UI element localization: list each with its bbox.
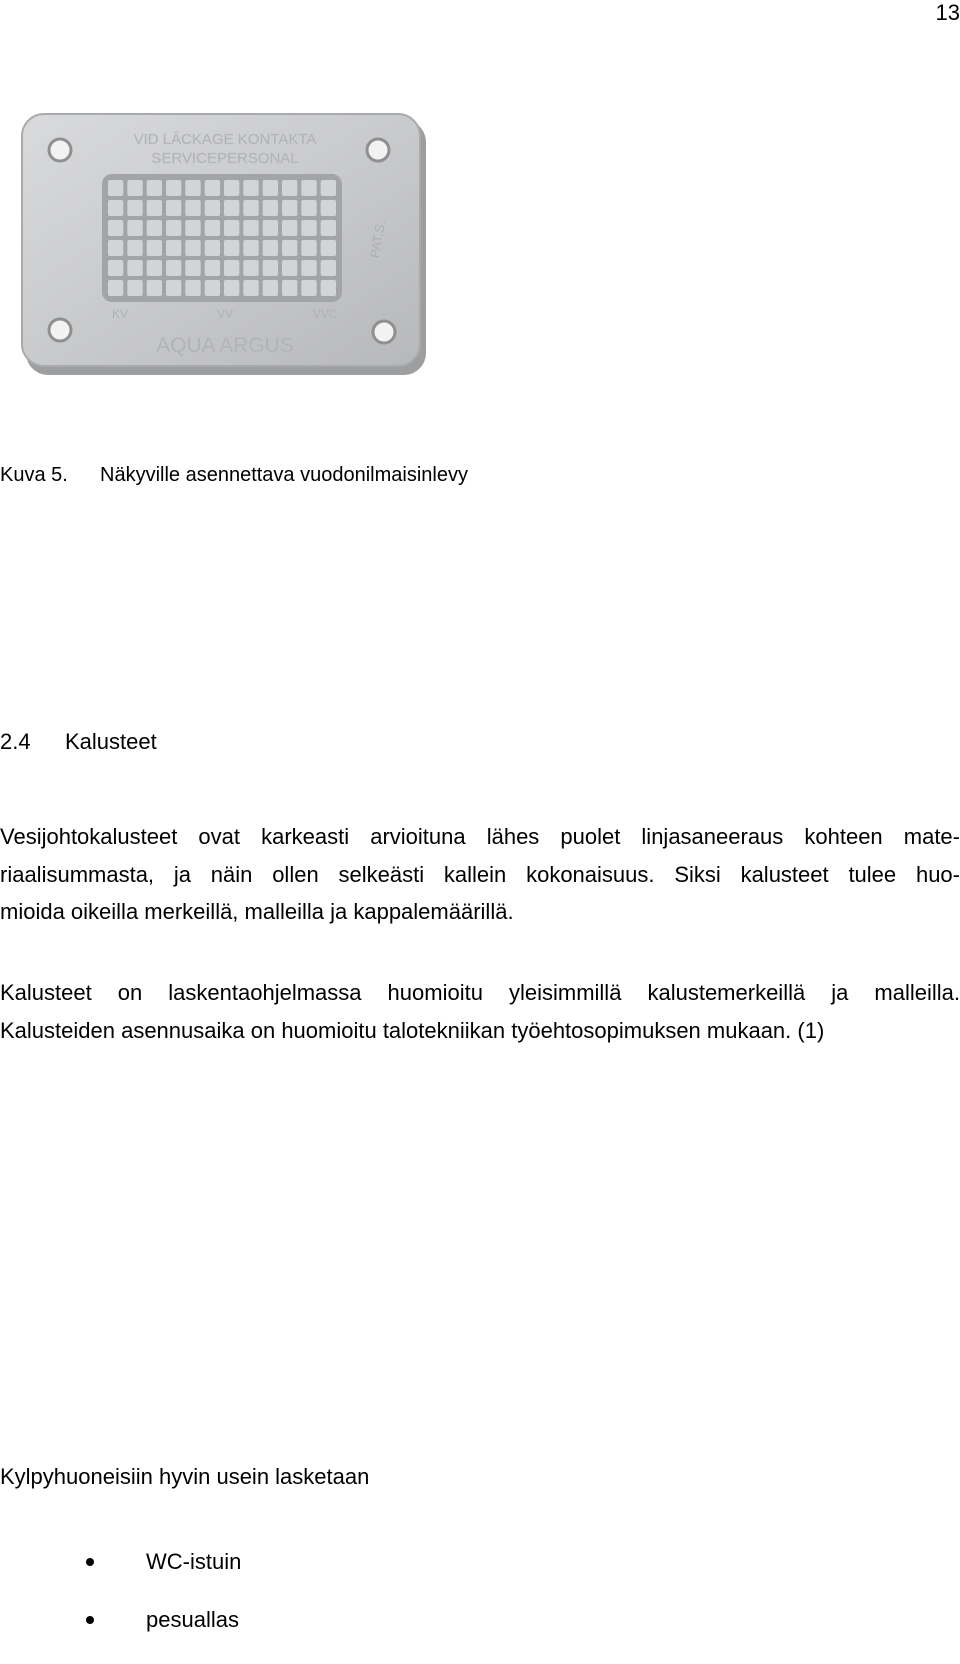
grille-cell [282, 240, 297, 256]
caption-text: Näkyville asennettava vuodonilmaisinlevy [100, 464, 468, 486]
grille-cell [127, 260, 142, 276]
grille-cell [263, 260, 278, 276]
grille-cell [301, 220, 316, 236]
grille-cell [205, 240, 220, 256]
section-heading [0, 728, 157, 756]
grille-cell [205, 280, 220, 296]
plate-label-kv: KV [111, 307, 129, 321]
grille-cell [243, 280, 258, 296]
list-intro: Kylpyhuoneisiin hyvin usein lasketaan [0, 1464, 370, 1489]
grille-cell [263, 280, 278, 296]
grille-cell [224, 240, 239, 256]
section-number: 2.4 [0, 729, 31, 754]
mounting-hole [49, 139, 71, 161]
bullet-icon [86, 1616, 94, 1624]
plate-brand: AQUA ARGUS [156, 334, 294, 357]
grille-cell [282, 220, 297, 236]
grille-cell [224, 200, 239, 216]
grille-cell [127, 220, 142, 236]
grille-cell [127, 240, 142, 256]
leak-detector-plate-image [20, 110, 440, 390]
grille-cell [108, 200, 123, 216]
grille-cell [321, 180, 336, 196]
grille-cell [282, 280, 297, 296]
mounting-hole [373, 321, 395, 343]
grille-cell [147, 220, 162, 236]
grille-cell [321, 240, 336, 256]
grille-cell [243, 260, 258, 276]
plate-patent-text: PAT.S. [366, 219, 389, 260]
grille-cell [321, 280, 336, 296]
grille-cell [282, 260, 297, 276]
grille-cell [166, 260, 181, 276]
grille-cell [301, 260, 316, 276]
grille-cell [127, 280, 142, 296]
mounting-hole [49, 319, 71, 341]
paragraph-line: Vesijohtokalusteet ovat karkeasti arvioituna lähes puolet linjasaneeraus kohteen mate- [0, 824, 960, 849]
grille-cell [205, 180, 220, 196]
grille-cell [301, 200, 316, 216]
grille-cell [224, 280, 239, 296]
grille-cell [108, 220, 123, 236]
grille-cell [321, 260, 336, 276]
grille-cell [127, 200, 142, 216]
grille-cell [185, 280, 200, 296]
grille-cell [282, 180, 297, 196]
grille-cell [282, 200, 297, 216]
grille-cell [205, 260, 220, 276]
grille-cell [166, 220, 181, 236]
mounting-hole [367, 139, 389, 161]
grille-cell [166, 280, 181, 296]
plate-text-line2: SERVICEPERSONAL [151, 150, 299, 167]
grille-cell [108, 240, 123, 256]
grille-cell [108, 180, 123, 196]
figure-caption [0, 462, 468, 488]
grille-cell [301, 180, 316, 196]
grille-cell [224, 220, 239, 236]
list-item-text: WC-istuin [146, 1549, 242, 1574]
grille-cell [166, 240, 181, 256]
grille-cell [321, 220, 336, 236]
grille-cell [185, 220, 200, 236]
grille-cell [243, 200, 258, 216]
list-item-text: pesuallas [146, 1607, 239, 1632]
grille-cell [185, 200, 200, 216]
grille-cell [108, 280, 123, 296]
grille-cell [263, 200, 278, 216]
grille-cell [205, 220, 220, 236]
grille-cell [108, 260, 123, 276]
plate-label-vvc: VVC [312, 307, 338, 321]
paragraph-line: mioida oikeilla merkeillä, malleilla ja kappalemäärillä. [0, 899, 514, 924]
grille-cell [263, 240, 278, 256]
bullet-icon [86, 1558, 94, 1566]
grille-cell [147, 280, 162, 296]
paragraph-line: riaalisummasta, ja näin ollen selkeästi kallein kokonaisuus. Siksi kalusteet tulee huo- [0, 861, 960, 887]
page-number: 13 [935, 0, 960, 25]
grille-cell [243, 180, 258, 196]
paragraph-line: Kalusteet on laskentaohjelmassa huomioitu yleisimmillä kalustemerkeillä ja malleilla. [0, 980, 960, 1005]
caption-label: Kuva 5. [0, 464, 68, 486]
grille-cell [185, 240, 200, 256]
section-title: Kalusteet [65, 729, 157, 754]
grille-cell [166, 200, 181, 216]
grille-cell [263, 180, 278, 196]
plate-text-line1: VID LÄCKAGE KONTAKTA [133, 131, 317, 148]
grille-cell [263, 220, 278, 236]
plate-label-vv: VV [216, 307, 234, 321]
grille-cell [301, 280, 316, 296]
grille-cell [205, 200, 220, 216]
grille-cell [185, 180, 200, 196]
paragraph-line: Kalusteiden asennusaika on huomioitu talotekniikan työehtosopimuksen mukaan. (1) [0, 1017, 825, 1043]
grille-cell [147, 240, 162, 256]
paragraph-fixtures-software [0, 974, 960, 1049]
grille-cell [224, 180, 239, 196]
paragraph-fixtures-cost [0, 818, 960, 931]
grille-cell [127, 180, 142, 196]
leak-detector-plate-illustration [20, 110, 440, 390]
grille-cell [321, 200, 336, 216]
grille-cell [147, 260, 162, 276]
grille-cell [147, 180, 162, 196]
grille-cell [301, 240, 316, 256]
grille-cell [185, 260, 200, 276]
grille-cell [243, 240, 258, 256]
grille-cell [166, 180, 181, 196]
grille-cell [224, 260, 239, 276]
grille-cell [243, 220, 258, 236]
grille-cell [147, 200, 162, 216]
